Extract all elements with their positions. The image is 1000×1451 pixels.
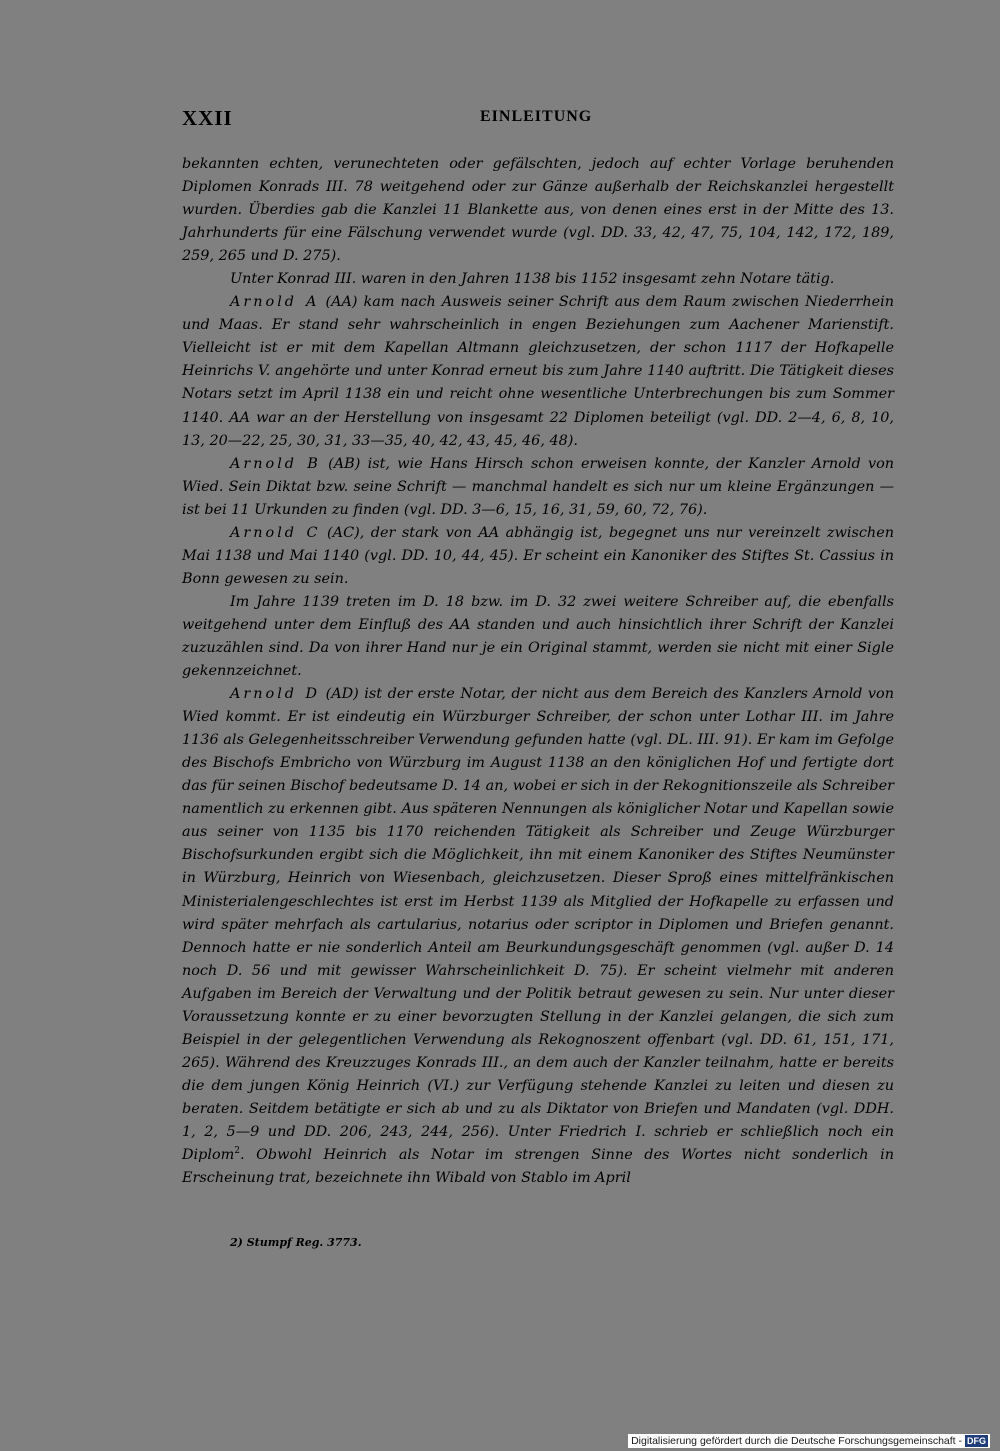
page-number: XXII [182, 106, 233, 130]
notary-name: Arnold A [230, 294, 320, 311]
paragraph-6 [182, 591, 894, 683]
paragraph-1 [182, 153, 894, 268]
paragraph-text: (AB) ist, wie Hans Hirsch schon erweisen konnte, der Kanzler Arnold von Wied. Sein Diktat bzw. seine Schrift — manchmal handelt es sich nur um kleine Ergänzungen — ist bei 11 Urkunden zu finden (vgl. DD. 3—6, 15, 16, 31, 59, 60, 72, 76). [182, 455, 895, 518]
paragraph-text: Unter Konrad III. waren in den Jahren 1138 bis 1152 insgesamt zehn Notare tätig. [230, 271, 835, 288]
footnote-mark: 2 [234, 1146, 240, 1157]
dfg-logo-icon: DFG [967, 1436, 986, 1446]
paragraph-arnold-c [182, 522, 894, 591]
paragraph-text: Im Jahre 1139 treten im D. 18 bzw. im D. 32 zwei weitere Schreiber auf, die ebenfalls weitgehend unter dem Einfluß des AA standen und auch hinsichtlich ihrer Schrift der Kanzlei zuzuzählen sind. Da von ihrer Hand nur je ein Original stammt, werden sie nicht mit einer Sigle gekennzeichnet. [182, 593, 894, 680]
paragraph-2 [182, 268, 894, 291]
paragraph-text: (AC), der stark von AA abhängig ist, begegnet uns nur vereinzelt zwischen Mai 1138 und Mai 1140 (vgl. DD. 10, 44, 45). Er scheint ein Kanoniker des Stiftes St. Cassius in Bonn gewesen zu sein. [182, 524, 894, 587]
page-header [182, 106, 892, 132]
paragraph-text-tail: . Obwohl Heinrich als Notar im strengen Sinne des Wortes nicht sonderlich in Erscheinung trat, bezeichnete ihn Wibald von Stablo im April [182, 1147, 894, 1187]
body-text [182, 153, 894, 1190]
paragraph-text: (AD) ist der erste Notar, der nicht aus dem Bereich des Kanzlers Arnold von Wied kommt. Er ist eindeutig ein Würzburger Schreiber, der schon unter Lothar III. im Jahre 1136 als Gelegenheitsschreiber Verwendung gefunden hatte (vgl. DL. III. 91). Er kam im Gefolge des Bischofs Embricho von Würzburg im August 1138 an den königlichen Hof und fertigte dort das für seinen Bischof bedeutsame D. 14 an, wobei er sich in der Rekognitionszeile als Schreiber namentlich zu erkennen gibt. Aus späteren Nennungen als königlicher Notar und Kapellan sowie aus seiner von 1135 bis 1170 reichenden Tätigkeit als Schreiber und Zeuge Würzburger Bischofsurkunden ergibt sich die Möglichkeit, ihn mit einem Kanoniker des Stiftes Neumünster in Würzburg, Heinrich von Wiesenbach, gleichzusetzen. Dieser Sproß eines mittelfränkischen Ministerialengeschlechtes ist erst im Herbst 1139 als Mitglied der Hofkapelle zu erfassen und wird später mehrfach als cartularius, notarius oder scriptor in Diplomen und Briefen genannt. Dennoch hatte er nie sonderlich Anteil am Beurkundungsgeschäft genommen (vgl. außer D. 14 noch D. 56 und mit gewisser Wahrscheinlichkeit D. 75). Er scheint vielmehr mit anderen Aufgaben im Bereich der Verwaltung und der Politik betraut gewesen zu sein. Nur unter dieser Voraussetzung konnte er zu einer bevorzugten Stellung in der Kanzlei gelangen, die sich zum Beispiel in der gelegentlichen Verwendung als Rekognoszent offenbart (vgl. DD. 61, 151, 171, 265). Während des Kreuzzuges Konrads III., an dem auch der Kanzler teilnahm, hatte er bereits die dem jungen König Heinrich (VI.) zur Verfügung stehende Kanzlei zu leiten und diesen zu beraten. Seitdem betätigte er sich ab und zu als Diktator von Briefen und Mandaten (vgl. DDH. 1, 2, 5—9 und DD. 206, 243, 244, 256). Unter Friedrich I. schrieb er schließlich noch ein Diplom [182, 686, 894, 1164]
paragraph-arnold-d [182, 683, 894, 1190]
dfg-banner-text: Digitalisierung gefördert durch die Deutsche Forschungsgemeinschaft - [631, 1435, 962, 1447]
paragraph-text: bekannten echten, verunechteten oder gefälschten, jedoch auf echter Vorlage beruhenden Diplomen Konrads III. 78 weitgehend oder zur Gänze außerhalb der Reichskanzlei hergestellt wurden. Überdies gab die Kanzlei 11 Blankette aus, von denen eines erst in der Mitte des 13. Jahrhunderts für eine Fälschung verwendet wurde (vgl. DD. 33, 42, 47, 75, 104, 142, 172, 189, 259, 265 und D. 275). [182, 156, 894, 265]
notary-name: Arnold B [230, 455, 321, 472]
paragraph-text: (AA) kam nach Ausweis seiner Schrift aus dem Raum zwischen Niederrhein und Maas. Er stand sehr wahrscheinlich in engen Beziehungen zum Aachener Marienstift. Vielleicht ist er mit dem Kapellan Altmann gleichzusetzen, der schon 1117 der Hofkapelle Heinrichs V. angehörte und unter Konrad erneut bis zum Jahre 1140 auftritt. Die Tätigkeit dieses Notars setzt im April 1138 ein und reicht ohne wesentliche Unterbrechungen bis zum Sommer 1140. AA war an der Herstellung von insgesamt 22 Diplomen beteiligt (vgl. DD. 2—4, 6, 8, 10, 13, 20—22, 25, 30, 31, 33—35, 40, 42, 43, 45, 46, 48). [182, 294, 894, 449]
footnote: 2) Stumpf Reg. 3773. [230, 1236, 362, 1249]
paragraph-arnold-a [182, 291, 894, 452]
notary-name: Arnold C [230, 524, 321, 541]
dfg-banner[interactable] [628, 1434, 990, 1448]
notary-name: Arnold D [230, 686, 321, 703]
running-title: EINLEITUNG [480, 108, 593, 125]
paragraph-arnold-b [182, 453, 894, 522]
